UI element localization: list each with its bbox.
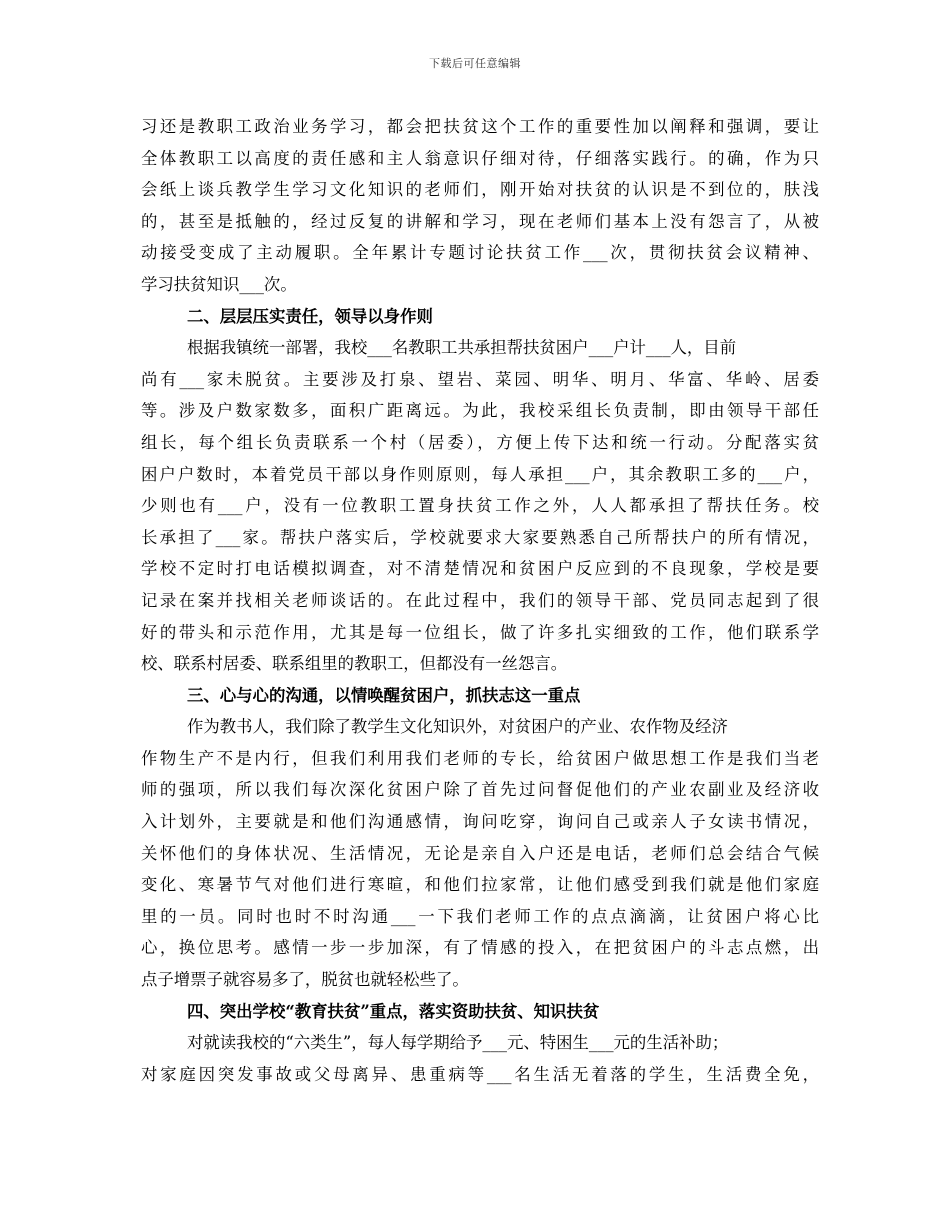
text-line: 好的带头和示范作用，尤其是每一位组长，做了许多扎实细致的工作，他们联系学 bbox=[141, 622, 819, 642]
text-line: 变化、寒暑节气对他们进行寒暄，和他们拉家常，让他们感受到我们就是他们家庭 bbox=[141, 875, 819, 895]
text-line: 等。涉及户数家数多，面积广距离远。为此，我校采组长负责制，即由领导干部任 bbox=[141, 401, 819, 421]
text-line: 对就读我校的“六类生”，每人每学期给予___元、特困生___元的生活补助； bbox=[187, 1033, 729, 1053]
text-line: 入计划外，主要就是和他们沟通感情，询问吃穿，询问自己或亲人子女读书情况， bbox=[141, 812, 819, 832]
text-line: 学习扶贫知识___次。 bbox=[141, 274, 297, 294]
section-heading: 四、突出学校“教育扶贫”重点，落实资助扶贫、知识扶贫 bbox=[187, 1001, 600, 1021]
text-line: 里的一员。同时也时不时沟通___一下我们老师工作的点点滴滴，让贫困户将心比 bbox=[141, 906, 819, 926]
text-line: 习还是教职工政治业务学习，都会把扶贫这个工作的重要性加以阐释和强调，要让 bbox=[141, 117, 819, 136]
document-body bbox=[141, 111, 819, 1090]
text-line: 关怀他们的身体状况、生活情况，无论是亲自入户还是电话，老师们总会结合气候 bbox=[141, 843, 819, 863]
text-line: 记录在案并找相关老师谈话的。在此过程中，我们的领导干部、党员同志起到了很 bbox=[141, 590, 819, 610]
section-heading: 二、层层压实责任，领导以身作则 bbox=[187, 306, 433, 326]
text-line: 长承担了___家。帮扶户落实后，学校就要求大家要熟悉自己所帮扶户的所有情况， bbox=[141, 527, 819, 547]
text-line: 作为教书人，我们除了教学生文化知识外，对贫困户的产业、农作物及经济 bbox=[187, 717, 728, 737]
text-line: 动接受变成了主动履职。全年累计专题讨论扶贫工作___次，贯彻扶贫会议精神、 bbox=[141, 243, 819, 263]
text-line: 根据我镇统一部署，我校___名教职工共承担帮扶贫困户___户计___人，目前 bbox=[187, 338, 737, 358]
text-line: 校、联系村居委、联系组里的教职工，但都没有一丝怨言。 bbox=[141, 654, 568, 674]
text-line: 作物生产不是内行，但我们利用我们老师的专长，给贫困户做思想工作是我们当老 bbox=[141, 748, 819, 768]
text-line: 困户户数时，本着党员干部以身作则原则，每人承担___户，其余教职工多的___户， bbox=[141, 464, 819, 484]
text-line: 尚有___家未脱贫。主要涉及打泉、望岩、菜园、明华、明月、华富、华岭、居委 bbox=[141, 369, 819, 389]
page-header-note: 下载后可任意编辑 bbox=[429, 57, 521, 70]
text-line: 组长，每个组长负责联系一个村（居委），方便上传下达和统一行动。分配落实贫 bbox=[141, 432, 819, 452]
text-line: 学校不定时打电话模拟调查，对不清楚情况和贫困户反应到的不良现象，学校是要 bbox=[141, 559, 819, 579]
text-line: 心，换位思考。感情一步一步加深，有了情感的投入，在把贫困户的斗志点燃，出 bbox=[141, 938, 819, 958]
text-line: 少则也有___户，没有一位教职工置身扶贫工作之外，人人都承担了帮扶任务。校 bbox=[141, 496, 819, 516]
text-line: 师的强项，所以我们每次深化贫困户除了首先过问督促他们的产业农副业及经济收 bbox=[141, 780, 819, 800]
text-line: 的，甚至是抵触的，经过反复的讲解和学习，现在老师们基本上没有怨言了，从被 bbox=[141, 211, 819, 231]
section-heading: 三、心与心的沟通，以情唤醒贫困户，抓扶志这一重点 bbox=[187, 685, 581, 705]
text-line: 点子增票子就容易多了，脱贫也就轻松些了。 bbox=[141, 970, 469, 990]
text-line: 全体教职工以高度的责任感和主人翁意识仔细对待，仔细落实践行。的确，作为只 bbox=[141, 148, 819, 168]
text-line: 会纸上谈兵教学生学习文化知识的老师们，刚开始对扶贫的认识是不到位的，肤浅 bbox=[141, 180, 819, 200]
text-line: 对家庭因突发事故或父母离异、患重病等___名生活无着落的学生，生活费全免， bbox=[141, 1064, 819, 1084]
